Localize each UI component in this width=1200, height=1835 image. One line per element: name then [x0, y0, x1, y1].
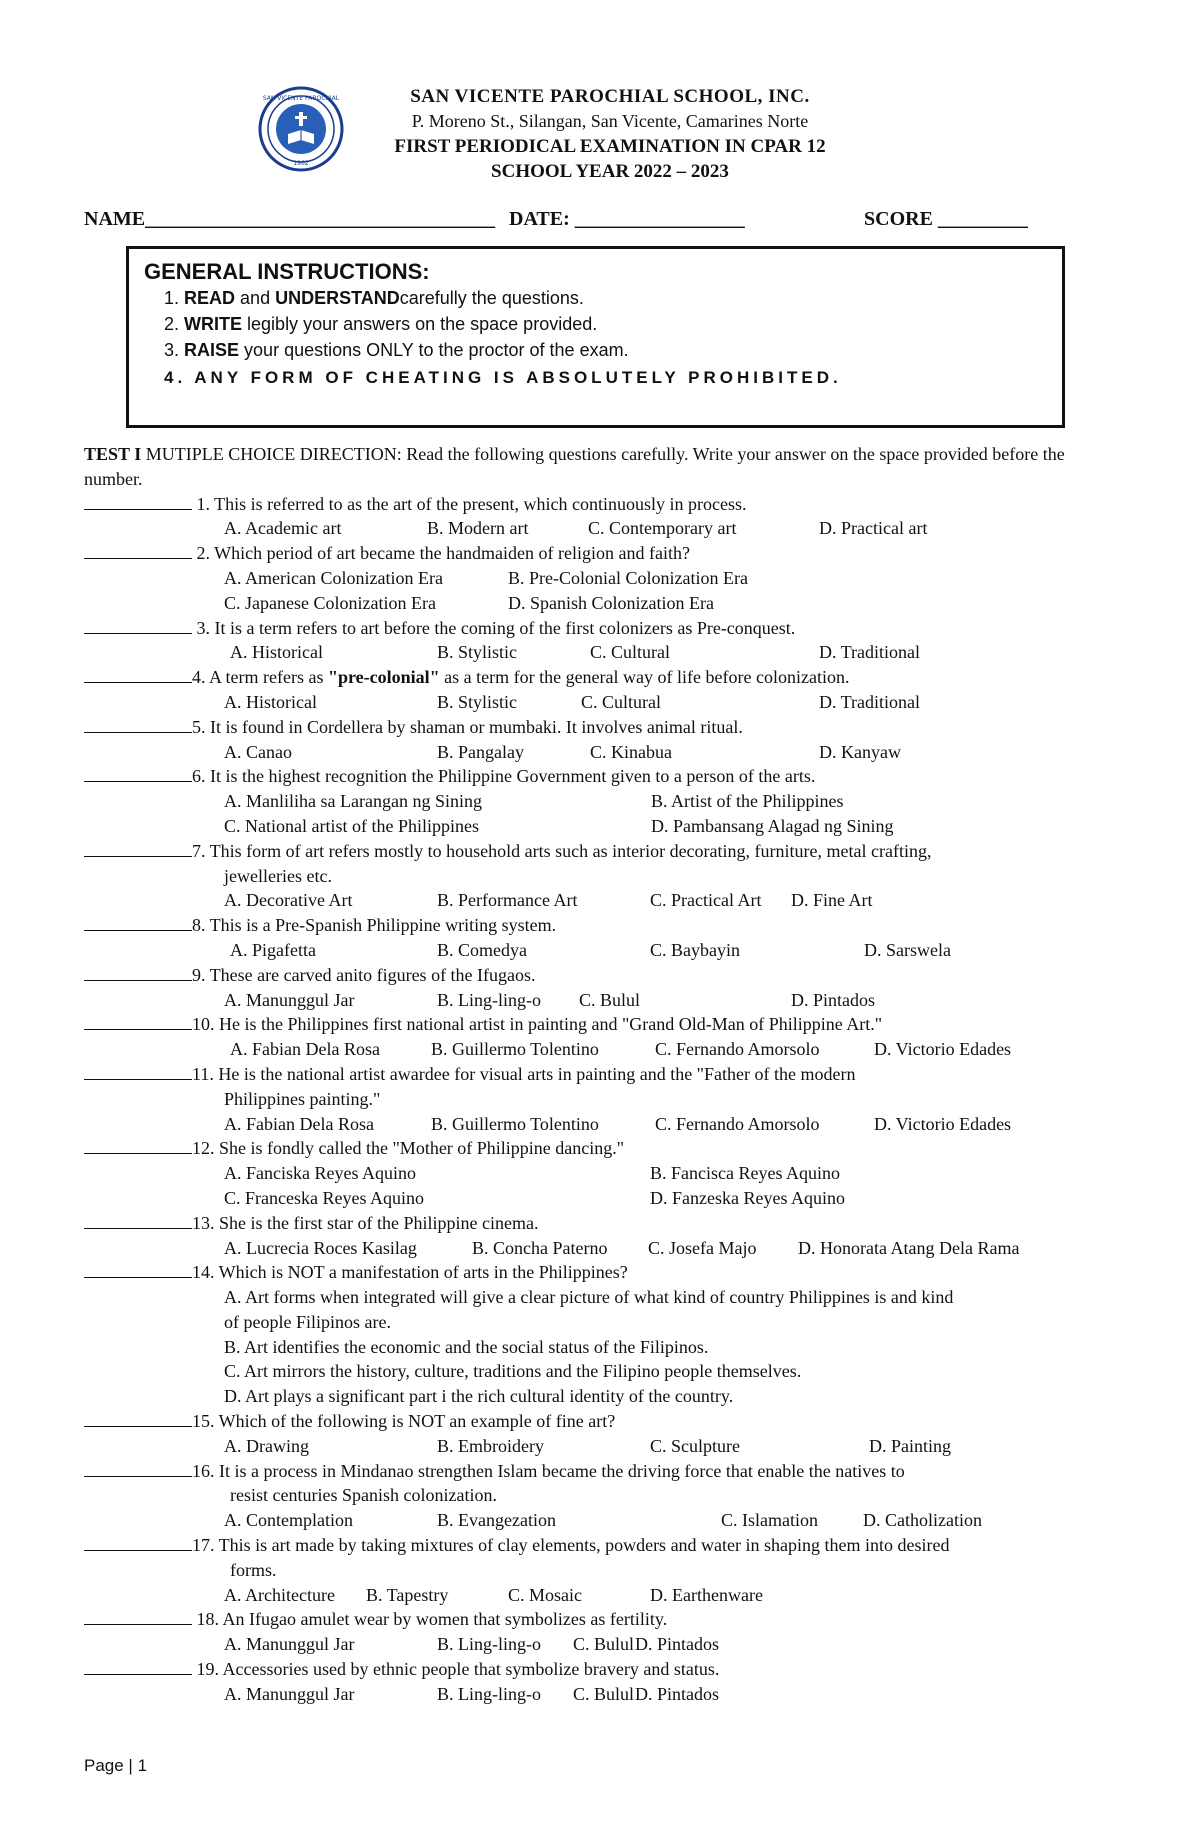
answer-blank[interactable] [84, 1412, 192, 1427]
date-field[interactable]: DATE: _________________ [509, 208, 745, 230]
options [84, 888, 1114, 913]
options [84, 690, 1114, 715]
option-b: B. Pre-Colonial Colonization Era [508, 567, 748, 588]
option-a: A. Fabian Dela Rosa [230, 1039, 380, 1060]
answer-blank[interactable] [84, 1214, 192, 1229]
options [84, 1161, 1114, 1186]
option-a: A. Pigafetta [230, 939, 316, 960]
answer-blank[interactable] [84, 1139, 192, 1154]
option-a: A. Canao [224, 741, 292, 762]
question-1: 1. This is referred to as the art of the present, which continuously in process. [84, 492, 1114, 517]
option-a: A. American Colonization Era [224, 567, 443, 588]
test-body [84, 442, 1114, 1707]
question-13: 13. She is the first star of the Philippine cinema. [84, 1211, 1114, 1236]
option-b: B. Performance Art [437, 890, 578, 911]
general-instructions-box [126, 246, 1065, 428]
option-d: D. Practical art [819, 518, 928, 539]
option-b: B. Pangalay [437, 741, 524, 762]
option-d: D. Sarswela [864, 939, 951, 960]
option-b: B. Embroidery [437, 1435, 544, 1456]
instructions-title: GENERAL INSTRUCTIONS: [144, 259, 430, 284]
answer-blank[interactable] [84, 1536, 192, 1551]
option-a: A. Academic art [224, 518, 342, 539]
option-a: A. Fanciska Reyes Aquino [224, 1163, 416, 1184]
options [84, 566, 1114, 591]
option-b: B. Modern art [427, 518, 529, 539]
option-b: B. Guillermo Tolentino [431, 1039, 599, 1060]
options [84, 1508, 1114, 1533]
option-b: B. Stylistic [437, 642, 518, 663]
question-17: 17. This is art made by taking mixtures of clay elements, powders and water in shaping them into desired [84, 1533, 1114, 1558]
options [84, 938, 1114, 963]
answer-blank[interactable] [84, 544, 192, 559]
option-a: A. Manunggul Jar [224, 989, 355, 1010]
answer-blank[interactable] [84, 842, 192, 857]
option-c: C. Fernando Amorsolo [655, 1039, 820, 1060]
question-2: 2. Which period of art became the handmaiden of religion and faith? [84, 541, 1114, 566]
instruction-item: 2. WRITE legibly your answers on the space provided. [164, 314, 598, 334]
option-b: B. Ling-ling-o [437, 1683, 541, 1704]
question-7: 7. This form of art refers mostly to household arts such as interior decorating, furniture, metal crafting, [84, 839, 1114, 864]
question-18: 18. An Ifugao amulet wear by women that symbolizes as fertility. [84, 1607, 1114, 1632]
option-d: D. Victorio Edades [874, 1113, 1012, 1134]
school-name: SAN VICENTE PAROCHIAL SCHOOL, INC. [410, 86, 810, 107]
options [84, 1236, 1114, 1261]
option-d: D. Pintados [791, 989, 876, 1010]
school-year: SCHOOL YEAR 2022 – 2023 [491, 161, 729, 182]
instructions-list [164, 285, 842, 391]
options [84, 516, 1114, 541]
option-d: D. Painting [869, 1435, 952, 1456]
option-d: D. Pambansang Alagad ng Sining [651, 815, 894, 836]
option-c: C. Bulul [573, 1683, 635, 1704]
option-b: B. Evangezation [437, 1510, 556, 1531]
option-a: A. Fabian Dela Rosa [224, 1113, 374, 1134]
options [84, 1632, 1114, 1657]
options [84, 1112, 1114, 1137]
question-continuation: forms. [230, 1559, 277, 1580]
answer-blank[interactable] [84, 1065, 192, 1080]
score-field[interactable]: SCORE _________ [864, 208, 1028, 230]
question-5: 5. It is found in Cordellera by shaman or mumbaki. It involves animal ritual. [84, 715, 1114, 740]
option-d: D. Honorata Atang Dela Rama [798, 1237, 1020, 1258]
options [84, 814, 1114, 839]
option-d: D. Victorio Edades [874, 1039, 1012, 1060]
question-19: 19. Accessories used by ethnic people that symbolize bravery and status. [84, 1657, 1114, 1682]
option-d: D. Pintados [635, 1683, 720, 1704]
answer-blank[interactable] [84, 718, 192, 733]
answer-blank[interactable] [84, 668, 192, 683]
option-d: D. Traditional [819, 642, 921, 663]
question-4: 4. A term refers as "pre-colonial" as a term for the general way of life before colonization. [84, 665, 1114, 690]
option-c: C. Sculpture [650, 1435, 740, 1456]
option-c: C. Fernando Amorsolo [655, 1113, 820, 1134]
option-c: C. Practical Art [650, 890, 762, 911]
option-d: D. Traditional [819, 691, 921, 712]
option-c: C. Bulul [579, 989, 641, 1010]
option-d: D. Pintados [635, 1634, 720, 1655]
answer-blank[interactable] [84, 1015, 192, 1030]
answer-blank[interactable] [84, 1263, 192, 1278]
answer-blank[interactable] [84, 1660, 192, 1675]
option-a: A. Architecture [224, 1584, 335, 1605]
option-c: C. Baybayin [650, 939, 740, 960]
option-a: A. Decorative Art [224, 890, 353, 911]
option-d: D. Fanzeska Reyes Aquino [650, 1187, 845, 1208]
question-12: 12. She is fondly called the "Mother of Philippine dancing." [84, 1136, 1114, 1161]
option-d: D. Catholization [863, 1510, 982, 1531]
question-15: 15. Which of the following is NOT an example of fine art? [84, 1409, 1114, 1434]
option-a: A. Contemplation [224, 1510, 353, 1531]
exam-title: FIRST PERIODICAL EXAMINATION IN CPAR 12 [394, 136, 826, 157]
option-b: B. Ling-ling-o [437, 1634, 541, 1655]
question-continuation: Philippines painting." [224, 1088, 381, 1109]
options [84, 1583, 1114, 1608]
question-continuation: resist centuries Spanish colonization. [230, 1485, 497, 1506]
name-field[interactable]: NAME___________________________________ [84, 208, 496, 230]
option-d: D. Fine Art [791, 890, 873, 911]
question-11: 11. He is the national artist awardee for visual arts in painting and the "Father of the modern [84, 1062, 1114, 1087]
answer-blank[interactable] [84, 1610, 192, 1625]
option-c: C. Bulul [573, 1634, 635, 1655]
option-b: B. Art identifies the economic and the social status of the Filipinos. [224, 1336, 709, 1357]
options [84, 740, 1114, 765]
option-a: A. Art forms when integrated will give a clear picture of what kind of country Philippines is and kind [224, 1287, 954, 1308]
school-address: P. Moreno St., Silangan, San Vicente, Camarines Norte [411, 111, 809, 131]
option-b: B. Guillermo Tolentino [431, 1113, 599, 1134]
test-direction: TEST I MUTIPLE CHOICE DIRECTION: Read the following questions carefully. Write your answer on the space provided before the number. [84, 444, 1065, 489]
options [84, 591, 1114, 616]
option-b: B. Tapestry [366, 1584, 449, 1605]
answer-blank[interactable] [84, 767, 192, 782]
svg-text:1962: 1962 [293, 160, 309, 167]
options [84, 1682, 1114, 1707]
answer-blank[interactable] [84, 966, 192, 981]
option-c: C. Cultural [581, 691, 661, 712]
option-c: C. Mosaic [508, 1584, 582, 1605]
page-number: Page | 1 [84, 1756, 148, 1775]
option-c: C. Contemporary art [588, 518, 737, 539]
option-a: A. Manliliha sa Larangan ng Sining [224, 791, 482, 812]
option-a: A. Drawing [224, 1435, 309, 1456]
option-c: C. Islamation [721, 1510, 818, 1531]
question-10: 10. He is the Philippines first national artist in painting and "Grand Old-Man of Philippine Art." [84, 1012, 1114, 1037]
answer-blank[interactable] [84, 1462, 192, 1477]
answer-blank[interactable] [84, 916, 192, 931]
option-c: C. Cultural [590, 642, 670, 663]
option-a-continuation: of people Filipinos are. [224, 1311, 391, 1332]
question-9: 9. These are carved anito figures of the Ifugaos. [84, 963, 1114, 988]
options [84, 640, 1114, 665]
option-d: D. Kanyaw [819, 741, 901, 762]
exam-header [300, 84, 920, 184]
options [84, 1037, 1114, 1062]
option-d: D. Earthenware [650, 1584, 763, 1605]
svg-text:SAN VICENTE PAROCHIAL: SAN VICENTE PAROCHIAL [262, 95, 340, 102]
options [84, 789, 1114, 814]
options [84, 1186, 1114, 1211]
option-c: C. Josefa Majo [648, 1237, 757, 1258]
option-b: B. Stylistic [437, 691, 518, 712]
option-a: A. Manunggul Jar [224, 1683, 355, 1704]
question-continuation: jewelleries etc. [224, 865, 332, 886]
options [84, 1434, 1114, 1459]
option-b: B. Fancisca Reyes Aquino [650, 1163, 840, 1184]
question-6: 6. It is the highest recognition the Philippine Government given to a person of the arts. [84, 764, 1114, 789]
option-d: D. Spanish Colonization Era [508, 592, 714, 613]
option-b: B. Ling-ling-o [437, 989, 541, 1010]
option-c: C. Franceska Reyes Aquino [224, 1187, 424, 1208]
option-c: C. Kinabua [590, 741, 672, 762]
answer-blank[interactable] [84, 619, 192, 634]
option-a: A. Lucrecia Roces Kasilag [224, 1237, 417, 1258]
question-16: 16. It is a process in Mindanao strengthen Islam became the driving force that enable the natives to [84, 1459, 1114, 1484]
option-b: B. Comedya [437, 939, 527, 960]
question-8: 8. This is a Pre-Spanish Philippine writing system. [84, 913, 1114, 938]
option-a: A. Historical [224, 691, 317, 712]
option-c: C. Japanese Colonization Era [224, 592, 436, 613]
option-d: D. Art plays a significant part i the rich cultural identity of the country. [224, 1386, 734, 1407]
question-14: 14. Which is NOT a manifestation of arts in the Philippines? [84, 1260, 1114, 1285]
option-a: A. Manunggul Jar [224, 1634, 355, 1655]
instruction-item: 1. READ and UNDERSTANDcarefully the questions. [164, 288, 584, 308]
option-c: C. Art mirrors the history, culture, traditions and the Filipino people themselves. [224, 1361, 802, 1382]
question-3: 3. It is a term refers to art before the coming of the first colonizers as Pre-conquest. [84, 616, 1114, 641]
option-b: B. Concha Paterno [472, 1237, 608, 1258]
option-c: C. National artist of the Philippines [224, 815, 479, 836]
option-a: A. Historical [230, 642, 323, 663]
instruction-item: 4. ANY FORM OF CHEATING IS ABSOLUTELY PROHIBITED. [164, 368, 842, 387]
option-b: B. Artist of the Philippines [651, 791, 844, 812]
instruction-item: 3. RAISE your questions ONLY to the proctor of the exam. [164, 340, 629, 360]
answer-blank[interactable] [84, 495, 192, 510]
options [84, 988, 1114, 1013]
